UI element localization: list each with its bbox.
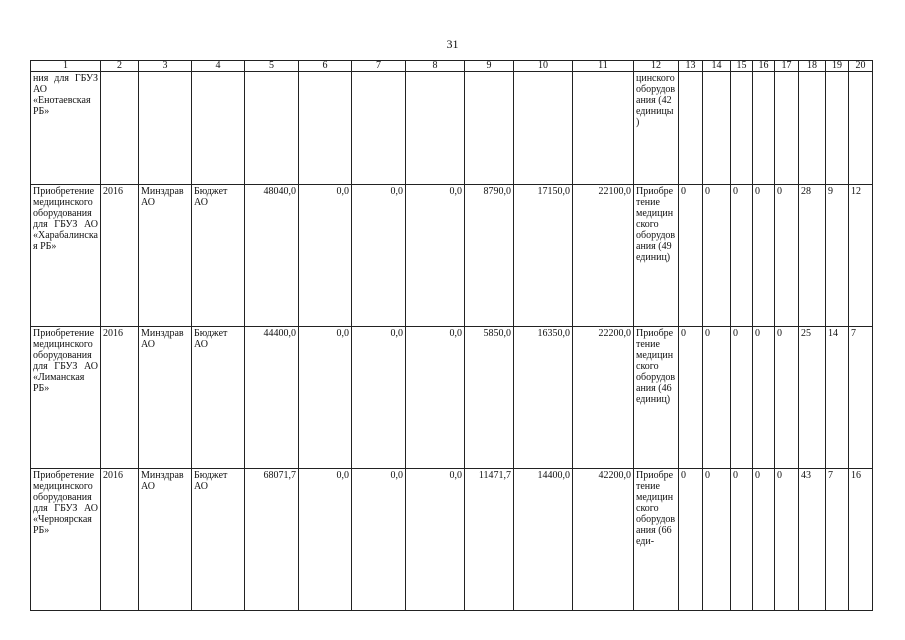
- table-cell-col-8: 0,0: [406, 469, 465, 611]
- table-cell-col-4: Бюджет АО: [192, 185, 245, 327]
- table-cell-col-6: [299, 72, 352, 185]
- table-cell-col-19: 9: [826, 185, 849, 327]
- table-cell-col-5: 48040,0: [245, 185, 299, 327]
- table-cell-col-18: [799, 72, 826, 185]
- table-cell-col-10: 17150,0: [514, 185, 573, 327]
- table-cell-col-9: 8790,0: [465, 185, 514, 327]
- table-cell-col-16: [753, 72, 775, 185]
- table-cell-col-20: 16: [849, 469, 873, 611]
- header-row: [31, 61, 873, 72]
- table-cell-col-5: 44400,0: [245, 327, 299, 469]
- table-cell-col-11: [573, 72, 634, 185]
- table-cell-col-4: Бюджет АО: [192, 327, 245, 469]
- column-header-11: 11: [573, 61, 634, 72]
- table-row: [31, 185, 873, 327]
- table-cell-col-2: 2016: [101, 185, 139, 327]
- column-header-18: 18: [799, 61, 826, 72]
- table-cell-col-16: 0: [753, 327, 775, 469]
- table-cell-col-15: 0: [731, 185, 753, 327]
- table-cell-col-1: Приобретение медицинского оборудования для ГБУЗ АО «Черноярская РБ»: [31, 469, 101, 611]
- table-cell-col-11: 22200,0: [573, 327, 634, 469]
- budget-table: [30, 60, 873, 611]
- table-cell-col-2: [101, 72, 139, 185]
- table-cell-col-10: [514, 72, 573, 185]
- table-cell-col-14: 0: [703, 185, 731, 327]
- table-cell-col-17: 0: [775, 327, 799, 469]
- table-cell-col-3: [139, 72, 192, 185]
- table-cell-col-3: Минздрав АО: [139, 185, 192, 327]
- table-cell-col-8: 0,0: [406, 185, 465, 327]
- table-row: [31, 327, 873, 469]
- table-cell-col-5: [245, 72, 299, 185]
- table-cell-col-1: Приобретение медицинского оборудования для ГБУЗ АО «Лиманская РБ»: [31, 327, 101, 469]
- table-cell-col-10: 14400,0: [514, 469, 573, 611]
- column-header-17: 17: [775, 61, 799, 72]
- column-header-10: 10: [514, 61, 573, 72]
- table-cell-col-17: [775, 72, 799, 185]
- column-header-16: 16: [753, 61, 775, 72]
- table-cell-col-7: 0,0: [352, 327, 406, 469]
- table-cell-col-11: 42200,0: [573, 469, 634, 611]
- table-cell-col-16: 0: [753, 185, 775, 327]
- column-header-1: 1: [31, 61, 101, 72]
- table-cell-col-20: 7: [849, 327, 873, 469]
- table-cell-col-2: 2016: [101, 327, 139, 469]
- table-cell-col-2: 2016: [101, 469, 139, 611]
- table-cell-col-14: 0: [703, 469, 731, 611]
- table-cell-col-16: 0: [753, 469, 775, 611]
- table-cell-col-9: [465, 72, 514, 185]
- table-cell-col-12: Приобретение медицинского оборудования (66 еди-: [634, 469, 679, 611]
- column-header-13: 13: [679, 61, 703, 72]
- table-cell-col-8: [406, 72, 465, 185]
- table-cell-col-7: 0,0: [352, 185, 406, 327]
- table-cell-col-4: [192, 72, 245, 185]
- table-cell-col-7: 0,0: [352, 469, 406, 611]
- column-header-7: 7: [352, 61, 406, 72]
- table-cell-col-3: Минздрав АО: [139, 469, 192, 611]
- table-cell-col-7: [352, 72, 406, 185]
- table-cell-col-19: 7: [826, 469, 849, 611]
- column-header-4: 4: [192, 61, 245, 72]
- table-cell-col-15: 0: [731, 327, 753, 469]
- table-cell-col-12: цинского оборудования (42 единицы): [634, 72, 679, 185]
- table-cell-col-8: 0,0: [406, 327, 465, 469]
- column-header-15: 15: [731, 61, 753, 72]
- table-cell-col-11: 22100,0: [573, 185, 634, 327]
- table-cell-col-4: Бюджет АО: [192, 469, 245, 611]
- table-cell-col-14: [703, 72, 731, 185]
- table-cell-col-1: ния для ГБУЗ АО «Енотаевская РБ»: [31, 72, 101, 185]
- table-cell-col-9: 5850,0: [465, 327, 514, 469]
- table-cell-col-12: Приобретение медицинского оборудования (46 единиц): [634, 327, 679, 469]
- table-cell-col-20: [849, 72, 873, 185]
- table-cell-col-10: 16350,0: [514, 327, 573, 469]
- table-cell-col-13: [679, 72, 703, 185]
- column-header-14: 14: [703, 61, 731, 72]
- column-header-3: 3: [139, 61, 192, 72]
- table-cell-col-6: 0,0: [299, 327, 352, 469]
- table-cell-col-19: 14: [826, 327, 849, 469]
- table-cell-col-12: Приобретение медицинского оборудования (49 единиц): [634, 185, 679, 327]
- table-cell-col-9: 11471,7: [465, 469, 514, 611]
- table-cell-col-6: 0,0: [299, 185, 352, 327]
- table-cell-col-18: 28: [799, 185, 826, 327]
- table-cell-col-13: 0: [679, 327, 703, 469]
- table-cell-col-13: 0: [679, 185, 703, 327]
- column-header-12: 12: [634, 61, 679, 72]
- column-header-20: 20: [849, 61, 873, 72]
- table-cell-col-17: 0: [775, 469, 799, 611]
- table-cell-col-20: 12: [849, 185, 873, 327]
- table-cell-col-14: 0: [703, 327, 731, 469]
- column-header-2: 2: [101, 61, 139, 72]
- table-row: [31, 469, 873, 611]
- table-cell-col-5: 68071,7: [245, 469, 299, 611]
- table-cell-col-18: 43: [799, 469, 826, 611]
- column-header-19: 19: [826, 61, 849, 72]
- table-cell-col-1: Приобретение медицинского оборудования для ГБУЗ АО «Харабалинская РБ»: [31, 185, 101, 327]
- column-header-8: 8: [406, 61, 465, 72]
- page-number: 31: [446, 37, 459, 51]
- table-cell-col-13: 0: [679, 469, 703, 611]
- column-header-9: 9: [465, 61, 514, 72]
- table-cell-col-18: 25: [799, 327, 826, 469]
- table-cell-col-6: 0,0: [299, 469, 352, 611]
- table-cell-col-19: [826, 72, 849, 185]
- table-cell-col-15: [731, 72, 753, 185]
- column-header-5: 5: [245, 61, 299, 72]
- table-row: [31, 72, 873, 185]
- column-header-6: 6: [299, 61, 352, 72]
- table-cell-col-3: Минздрав АО: [139, 327, 192, 469]
- table-cell-col-17: 0: [775, 185, 799, 327]
- table-cell-col-15: 0: [731, 469, 753, 611]
